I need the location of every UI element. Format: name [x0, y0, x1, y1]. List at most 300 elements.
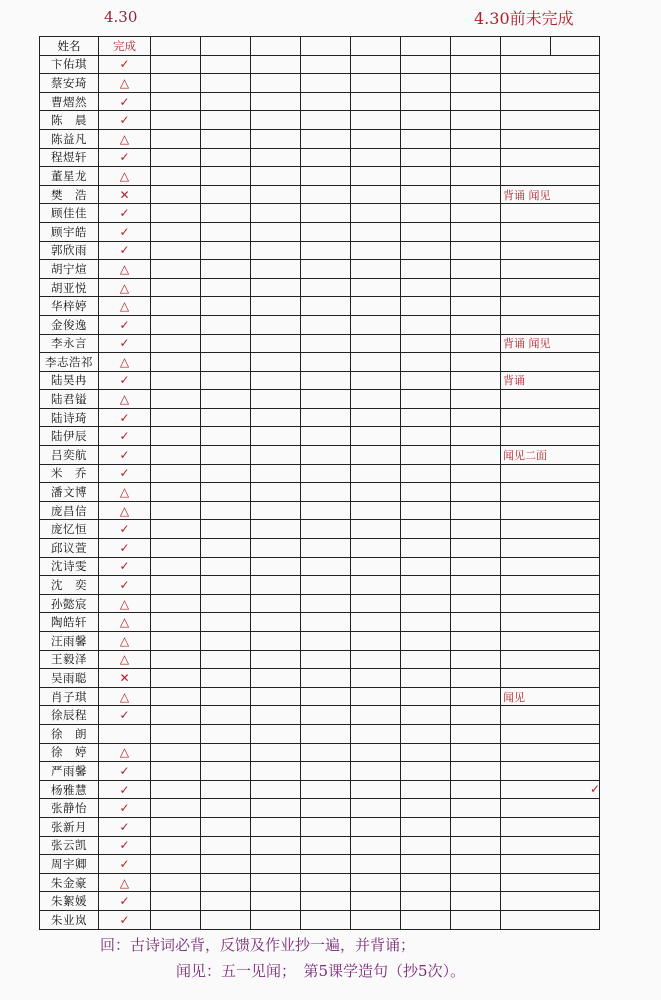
- empty-cell: [401, 724, 451, 743]
- table-row: [40, 92, 600, 111]
- empty-cell: [451, 260, 501, 279]
- empty-cell: [201, 539, 251, 558]
- empty-cell: [151, 743, 201, 762]
- empty-cell: [201, 353, 251, 372]
- header-empty: [401, 37, 451, 56]
- empty-cell: [301, 167, 351, 186]
- empty-cell: [401, 539, 451, 558]
- student-name: 庞忆恒: [40, 520, 99, 539]
- table-row: [40, 315, 600, 334]
- empty-cell: [301, 799, 351, 818]
- empty-cell: [451, 408, 501, 427]
- empty-cell: [151, 222, 201, 241]
- completion-mark: △: [99, 297, 151, 316]
- empty-cell: [251, 464, 301, 483]
- empty-cell: [251, 873, 301, 892]
- empty-cell: [401, 111, 451, 130]
- remark-cell: [501, 855, 600, 874]
- empty-cell: [151, 390, 201, 409]
- student-name: 程煜轩: [40, 148, 99, 167]
- header-empty: [151, 37, 201, 56]
- completion-mark: △: [99, 743, 151, 762]
- empty-cell: [351, 632, 401, 651]
- empty-cell: [151, 836, 201, 855]
- table-row: [40, 483, 600, 502]
- empty-cell: [251, 129, 301, 148]
- empty-cell: [151, 92, 201, 111]
- empty-cell: [401, 706, 451, 725]
- table-header-row: [40, 37, 600, 56]
- remark-cell: [501, 464, 600, 483]
- remark-cell: [501, 520, 600, 539]
- header-empty: [501, 37, 551, 56]
- remark-cell: [501, 780, 600, 799]
- empty-cell: [301, 408, 351, 427]
- completion-mark: ✓: [99, 446, 151, 465]
- empty-cell: [151, 873, 201, 892]
- table-row: [40, 910, 600, 929]
- completion-mark: ✓: [99, 576, 151, 595]
- empty-cell: [351, 836, 401, 855]
- student-name: 杨雅慧: [40, 780, 99, 799]
- empty-cell: [301, 520, 351, 539]
- completion-mark: ✓: [99, 111, 151, 130]
- empty-cell: [151, 55, 201, 74]
- empty-cell: [301, 129, 351, 148]
- table-row: [40, 799, 600, 818]
- empty-cell: [351, 353, 401, 372]
- empty-cell: [351, 855, 401, 874]
- empty-cell: [201, 74, 251, 93]
- empty-cell: [401, 92, 451, 111]
- remark-cell: [501, 594, 600, 613]
- empty-cell: [401, 501, 451, 520]
- empty-cell: [251, 74, 301, 93]
- empty-cell: [401, 632, 451, 651]
- table-row: [40, 855, 600, 874]
- student-name: 徐 朗: [40, 724, 99, 743]
- student-name: 张新月: [40, 817, 99, 836]
- remark-cell: [501, 74, 600, 93]
- empty-cell: [151, 74, 201, 93]
- empty-cell: [401, 483, 451, 502]
- student-name: 陆君镒: [40, 390, 99, 409]
- empty-cell: [251, 185, 301, 204]
- empty-cell: [251, 334, 301, 353]
- student-name: 孙懿宸: [40, 594, 99, 613]
- empty-cell: [451, 613, 501, 632]
- empty-cell: [301, 501, 351, 520]
- empty-cell: [351, 464, 401, 483]
- empty-cell: [451, 539, 501, 558]
- completion-mark: ✓: [99, 892, 151, 911]
- empty-cell: [251, 539, 301, 558]
- completion-mark: ✓: [99, 855, 151, 874]
- student-name: 朱絮媛: [40, 892, 99, 911]
- remark-cell: [501, 129, 600, 148]
- empty-cell: [301, 594, 351, 613]
- empty-cell: [201, 669, 251, 688]
- table-row: [40, 743, 600, 762]
- empty-cell: [301, 315, 351, 334]
- empty-cell: [401, 873, 451, 892]
- empty-cell: [201, 613, 251, 632]
- empty-cell: [351, 111, 401, 130]
- empty-cell: [201, 241, 251, 260]
- empty-cell: [301, 539, 351, 558]
- empty-cell: [351, 594, 401, 613]
- empty-cell: [201, 167, 251, 186]
- empty-cell: [451, 873, 501, 892]
- empty-cell: [201, 129, 251, 148]
- empty-cell: [151, 446, 201, 465]
- empty-cell: [351, 334, 401, 353]
- empty-cell: [351, 446, 401, 465]
- stray-check-mark: ✓: [590, 782, 601, 796]
- completion-mark: ✓: [99, 817, 151, 836]
- empty-cell: [251, 501, 301, 520]
- table-row: [40, 148, 600, 167]
- empty-cell: [151, 483, 201, 502]
- remark-cell: [501, 539, 600, 558]
- student-name: 吕奕航: [40, 446, 99, 465]
- student-name: 朱业岚: [40, 910, 99, 929]
- empty-cell: [301, 297, 351, 316]
- completion-mark: △: [99, 483, 151, 502]
- student-name: 樊 浩: [40, 185, 99, 204]
- empty-cell: [301, 483, 351, 502]
- empty-cell: [401, 464, 451, 483]
- completion-mark: △: [99, 74, 151, 93]
- empty-cell: [301, 241, 351, 260]
- empty-cell: [351, 780, 401, 799]
- completion-mark: ✓: [99, 539, 151, 558]
- empty-cell: [351, 390, 401, 409]
- student-name: 陆伊辰: [40, 427, 99, 446]
- completion-mark: △: [99, 594, 151, 613]
- table-row: [40, 408, 600, 427]
- empty-cell: [301, 576, 351, 595]
- empty-cell: [351, 650, 401, 669]
- empty-cell: [351, 222, 401, 241]
- remark-cell: 闻见二面: [501, 446, 600, 465]
- empty-cell: [201, 92, 251, 111]
- student-name: 董星龙: [40, 167, 99, 186]
- empty-cell: [401, 148, 451, 167]
- completion-mark: ✓: [99, 706, 151, 725]
- remark-cell: [501, 260, 600, 279]
- empty-cell: [301, 334, 351, 353]
- empty-cell: [351, 576, 401, 595]
- empty-cell: [401, 204, 451, 223]
- table-row: [40, 762, 600, 781]
- remark-cell: [501, 669, 600, 688]
- empty-cell: [251, 148, 301, 167]
- table-row: [40, 427, 600, 446]
- student-name: 张静怡: [40, 799, 99, 818]
- empty-cell: [451, 204, 501, 223]
- empty-cell: [201, 297, 251, 316]
- empty-cell: [251, 111, 301, 130]
- empty-cell: [401, 650, 451, 669]
- empty-cell: [451, 743, 501, 762]
- empty-cell: [351, 92, 401, 111]
- empty-cell: [351, 427, 401, 446]
- empty-cell: [151, 278, 201, 297]
- empty-cell: [151, 892, 201, 911]
- empty-cell: [401, 799, 451, 818]
- remark-cell: [501, 706, 600, 725]
- empty-cell: [351, 539, 401, 558]
- remark-cell: [501, 390, 600, 409]
- empty-cell: [151, 910, 201, 929]
- completion-mark: [99, 724, 151, 743]
- empty-cell: [251, 780, 301, 799]
- empty-cell: [451, 501, 501, 520]
- empty-cell: [401, 371, 451, 390]
- empty-cell: [451, 724, 501, 743]
- completion-mark: ✕: [99, 185, 151, 204]
- empty-cell: [251, 408, 301, 427]
- remark-cell: [501, 836, 600, 855]
- empty-cell: [451, 817, 501, 836]
- empty-cell: [351, 724, 401, 743]
- table-row: [40, 892, 600, 911]
- empty-cell: [251, 724, 301, 743]
- empty-cell: [151, 632, 201, 651]
- empty-cell: [351, 483, 401, 502]
- empty-cell: [151, 669, 201, 688]
- empty-cell: [451, 799, 501, 818]
- empty-cell: [201, 464, 251, 483]
- empty-cell: [301, 353, 351, 372]
- empty-cell: [401, 446, 451, 465]
- student-name: 顾佳佳: [40, 204, 99, 223]
- student-name: 严雨馨: [40, 762, 99, 781]
- empty-cell: [451, 390, 501, 409]
- empty-cell: [151, 148, 201, 167]
- empty-cell: [201, 743, 251, 762]
- empty-cell: [451, 557, 501, 576]
- table-row: [40, 74, 600, 93]
- empty-cell: [351, 762, 401, 781]
- table-row: [40, 687, 600, 706]
- empty-cell: [201, 687, 251, 706]
- empty-cell: [301, 892, 351, 911]
- student-name: 陈益凡: [40, 129, 99, 148]
- table-row: [40, 501, 600, 520]
- empty-cell: [351, 892, 401, 911]
- empty-cell: [151, 650, 201, 669]
- empty-cell: [351, 706, 401, 725]
- empty-cell: [251, 353, 301, 372]
- completion-mark: △: [99, 613, 151, 632]
- completion-mark: △: [99, 167, 151, 186]
- empty-cell: [451, 669, 501, 688]
- empty-cell: [351, 910, 401, 929]
- empty-cell: [451, 687, 501, 706]
- empty-cell: [301, 706, 351, 725]
- completion-mark: ✓: [99, 148, 151, 167]
- table-row: [40, 167, 600, 186]
- empty-cell: [301, 910, 351, 929]
- remark-cell: 背诵: [501, 371, 600, 390]
- empty-cell: [251, 594, 301, 613]
- empty-cell: [451, 222, 501, 241]
- header-empty: [551, 37, 600, 56]
- header-name: 姓名: [40, 37, 99, 56]
- empty-cell: [451, 706, 501, 725]
- empty-cell: [301, 92, 351, 111]
- empty-cell: [451, 762, 501, 781]
- completion-mark: △: [99, 632, 151, 651]
- student-name: 潘文博: [40, 483, 99, 502]
- empty-cell: [451, 632, 501, 651]
- empty-cell: [401, 855, 451, 874]
- empty-cell: [451, 185, 501, 204]
- empty-cell: [451, 167, 501, 186]
- completion-mark: ✓: [99, 520, 151, 539]
- empty-cell: [151, 353, 201, 372]
- empty-cell: [201, 260, 251, 279]
- empty-cell: [401, 836, 451, 855]
- remark-cell: [501, 297, 600, 316]
- completion-mark: ✓: [99, 836, 151, 855]
- student-name: 沈诗雯: [40, 557, 99, 576]
- student-name: 汪雨馨: [40, 632, 99, 651]
- empty-cell: [251, 650, 301, 669]
- remark-cell: [501, 557, 600, 576]
- empty-cell: [201, 148, 251, 167]
- student-name: 陶皓轩: [40, 613, 99, 632]
- empty-cell: [151, 260, 201, 279]
- empty-cell: [351, 55, 401, 74]
- empty-cell: [351, 278, 401, 297]
- empty-cell: [151, 297, 201, 316]
- student-name: 卞佑琪: [40, 55, 99, 74]
- empty-cell: [451, 111, 501, 130]
- remark-cell: 背诵 闻见: [501, 334, 600, 353]
- table-row: [40, 557, 600, 576]
- completion-mark: △: [99, 650, 151, 669]
- remark-cell: [501, 92, 600, 111]
- empty-cell: [151, 594, 201, 613]
- empty-cell: [251, 855, 301, 874]
- empty-cell: [451, 129, 501, 148]
- student-name: 周宇卿: [40, 855, 99, 874]
- empty-cell: [401, 334, 451, 353]
- empty-cell: [401, 687, 451, 706]
- empty-cell: [151, 576, 201, 595]
- empty-cell: [351, 669, 401, 688]
- empty-cell: [251, 446, 301, 465]
- empty-cell: [351, 185, 401, 204]
- header-empty: [451, 37, 501, 56]
- empty-cell: [201, 222, 251, 241]
- remark-cell: [501, 278, 600, 297]
- empty-cell: [151, 762, 201, 781]
- empty-cell: [251, 817, 301, 836]
- empty-cell: [201, 892, 251, 911]
- empty-cell: [251, 613, 301, 632]
- empty-cell: [401, 520, 451, 539]
- empty-cell: [451, 780, 501, 799]
- empty-cell: [251, 222, 301, 241]
- empty-cell: [301, 724, 351, 743]
- completion-mark: ✓: [99, 55, 151, 74]
- remark-cell: [501, 762, 600, 781]
- remark-cell: [501, 353, 600, 372]
- empty-cell: [451, 594, 501, 613]
- empty-cell: [301, 222, 351, 241]
- remark-cell: [501, 204, 600, 223]
- table-row: [40, 520, 600, 539]
- table-row: [40, 222, 600, 241]
- remark-cell: [501, 613, 600, 632]
- completion-mark: △: [99, 390, 151, 409]
- table-row: [40, 129, 600, 148]
- remark-cell: [501, 427, 600, 446]
- completion-mark: ✓: [99, 557, 151, 576]
- empty-cell: [201, 706, 251, 725]
- table-row: [40, 873, 600, 892]
- student-name: 顾宇皓: [40, 222, 99, 241]
- empty-cell: [201, 390, 251, 409]
- empty-cell: [351, 167, 401, 186]
- student-name: 郭欣雨: [40, 241, 99, 260]
- student-name: 肖子琪: [40, 687, 99, 706]
- empty-cell: [201, 817, 251, 836]
- empty-cell: [301, 204, 351, 223]
- empty-cell: [401, 594, 451, 613]
- empty-cell: [451, 148, 501, 167]
- empty-cell: [451, 910, 501, 929]
- table-row: [40, 278, 600, 297]
- empty-cell: [201, 910, 251, 929]
- completion-mark: ✓: [99, 222, 151, 241]
- empty-cell: [251, 167, 301, 186]
- empty-cell: [451, 576, 501, 595]
- empty-cell: [151, 464, 201, 483]
- empty-cell: [151, 501, 201, 520]
- empty-cell: [201, 780, 251, 799]
- empty-cell: [351, 613, 401, 632]
- empty-cell: [351, 817, 401, 836]
- remark-cell: [501, 743, 600, 762]
- empty-cell: [401, 557, 451, 576]
- table-row: [40, 669, 600, 688]
- empty-cell: [301, 148, 351, 167]
- empty-cell: [351, 260, 401, 279]
- empty-cell: [201, 594, 251, 613]
- completion-mark: ✓: [99, 799, 151, 818]
- empty-cell: [401, 241, 451, 260]
- empty-cell: [251, 743, 301, 762]
- empty-cell: [451, 353, 501, 372]
- student-name: 华梓婷: [40, 297, 99, 316]
- empty-cell: [251, 632, 301, 651]
- empty-cell: [201, 334, 251, 353]
- empty-cell: [401, 260, 451, 279]
- completion-mark: ✓: [99, 92, 151, 111]
- empty-cell: [351, 204, 401, 223]
- empty-cell: [301, 650, 351, 669]
- completion-mark: ✓: [99, 334, 151, 353]
- completion-mark: △: [99, 501, 151, 520]
- empty-cell: [451, 483, 501, 502]
- empty-cell: [401, 780, 451, 799]
- table-row: [40, 260, 600, 279]
